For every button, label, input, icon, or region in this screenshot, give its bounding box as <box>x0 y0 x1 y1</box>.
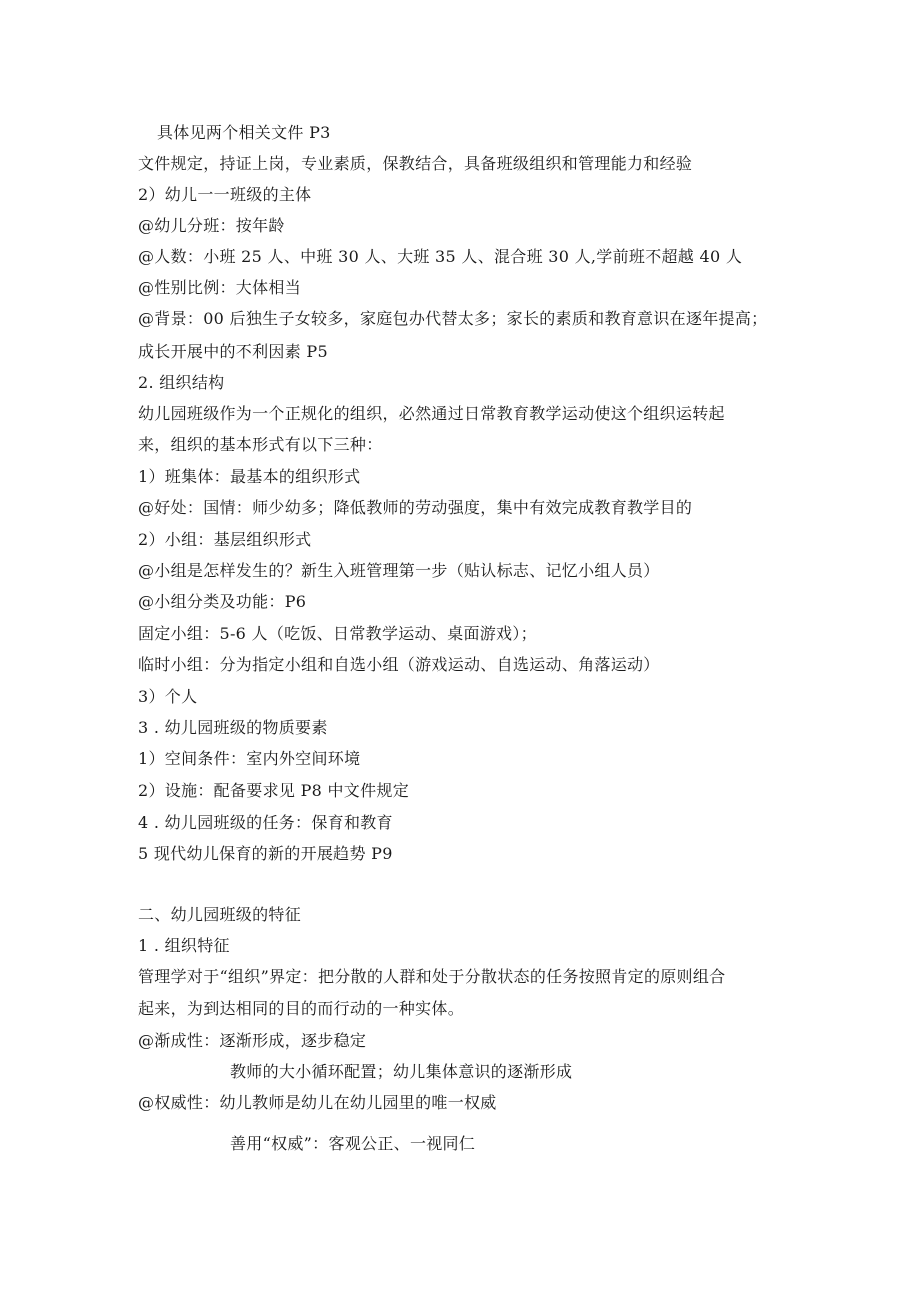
section-heading: 3 . 幼儿园班级的物质要素 <box>138 718 328 737</box>
text-line: 2）小组：基层组织形式 <box>138 530 312 549</box>
text-line: 幼儿园班级作为一个正规化的组织，必然通过日常教育教学运动使这个组织运转起 <box>138 404 725 423</box>
text-line: 2）设施：配备要求见 P8 中文件规定 <box>138 781 409 800</box>
text-line: @人数：小班 25 人、中班 30 人、大班 35 人、混合班 30 人,学前班不超越 40 人 <box>138 247 743 266</box>
text-line: 1）班集体：最基本的组织形式 <box>138 467 361 486</box>
section-heading: 1 . 组织特征 <box>138 936 230 955</box>
text-line: @幼儿分班：按年龄 <box>138 216 285 235</box>
text-line: 成长开展中的不利因素 P5 <box>138 342 328 361</box>
text-line: @渐成性：逐渐形成，逐步稳定 <box>138 1031 367 1050</box>
text-line: 来，组织的基本形式有以下三种： <box>138 435 383 454</box>
text-line: @权威性：幼儿教师是幼儿在幼儿园里的唯一权威 <box>138 1093 497 1112</box>
text-line: 临时小组：分为指定小组和自选小组（游戏运动、自选运动、角落运动） <box>138 655 660 674</box>
text-line: @性别比例：大体相当 <box>138 278 302 297</box>
chapter-heading: 二、幼儿园班级的特征 <box>138 905 302 924</box>
text-line: @小组分类及功能：P6 <box>138 592 307 611</box>
text-line: 2）幼儿一一班级的主体 <box>138 185 312 204</box>
section-heading: 4 . 幼儿园班级的任务：保育和教育 <box>138 813 393 832</box>
text-line: 3）个人 <box>138 687 198 706</box>
text-line: @背景：00 后独生子女较多，家庭包办代替太多；家长的素质和教育意识在逐年提高； <box>138 309 768 328</box>
text-line: 管理学对于“组织”界定：把分散的人群和处于分散状态的任务按照肯定的原则组合 <box>138 967 726 986</box>
text-line: @好处：国情：师少幼多；降低教师的劳动强度，集中有效完成教育教学目的 <box>138 498 693 517</box>
text-line: 文件规定，持证上岗，专业素质，保教结合，具备班级组织和管理能力和经验 <box>138 154 693 173</box>
text-line: 教师的大小循环配置；幼儿集体意识的逐渐形成 <box>230 1062 573 1081</box>
section-heading: 2. 组织结构 <box>138 373 225 392</box>
text-line: 善用“权威”：客观公正、一视同仁 <box>230 1134 476 1153</box>
text-line: 具体见两个相关文件 P3 <box>157 123 331 142</box>
section-heading: 5 现代幼儿保育的新的开展趋势 P9 <box>138 844 393 863</box>
text-line: 固定小组：5-6 人（吃饭、日常教学运动、桌面游戏）； <box>138 624 537 643</box>
text-line: 1）空间条件：室内外空间环境 <box>138 749 361 768</box>
text-line: 起来，为到达相同的目的而行动的一种实体。 <box>138 999 465 1018</box>
text-line: @小组是怎样发生的？新生入班管理第一步（贴认标志、记忆小组人员） <box>138 561 660 580</box>
